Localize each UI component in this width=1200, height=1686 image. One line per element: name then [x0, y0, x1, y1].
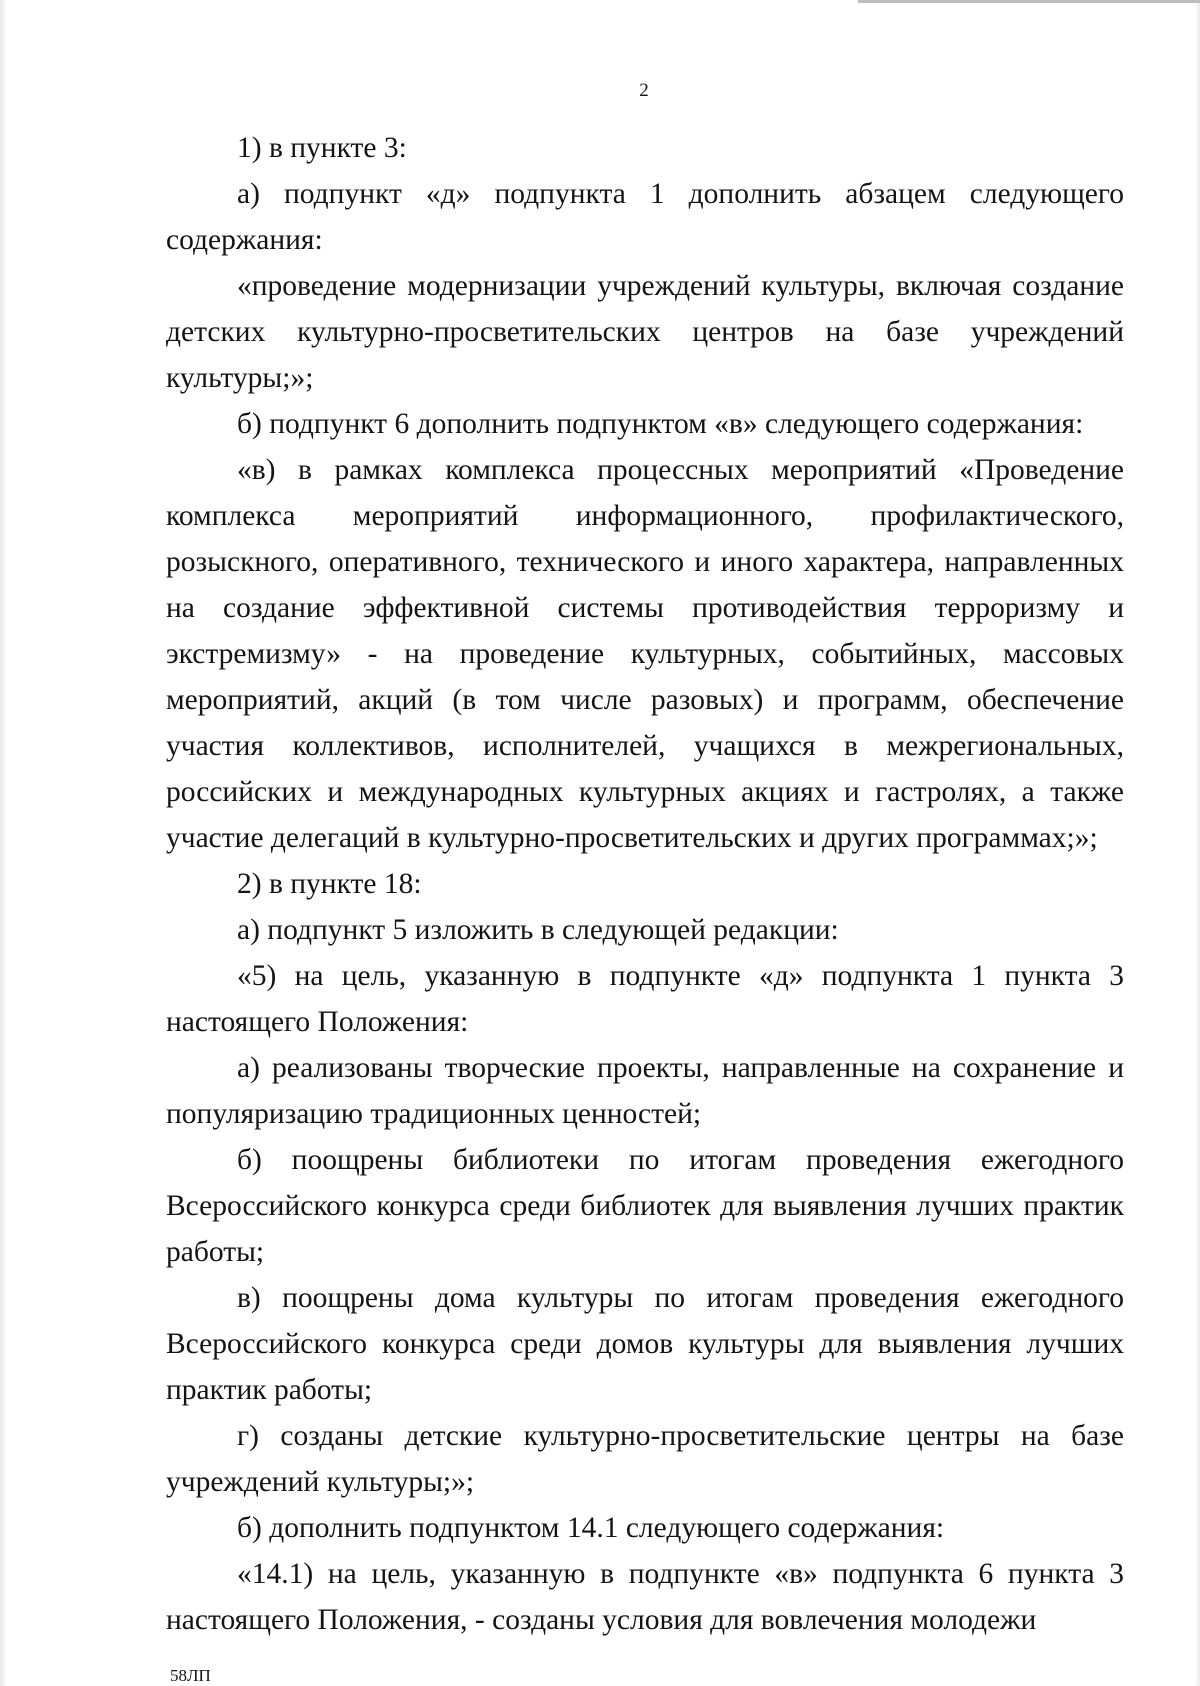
scan-right-edge	[1195, 0, 1200, 1686]
scan-left-edge	[0, 0, 7, 1686]
page-number: 2	[639, 80, 649, 101]
paragraph: «проведение модернизации учреждений культуры, включая создание детских культурно-просветительских центров на базе учреждений культуры;»;	[166, 270, 1124, 394]
scan-top-edge	[858, 0, 1200, 3]
paragraph: 2) в пункте 18:	[237, 868, 422, 900]
paragraph: г) созданы детские культурно-просветительские центры на базе учреждений культуры;»;	[166, 1420, 1124, 1498]
document-code: 58ЛП	[170, 1666, 211, 1685]
paragraph: а) подпункт 5 изложить в следующей редакции:	[237, 914, 839, 946]
paragraph: б) дополнить подпунктом 14.1 следующего содержания:	[237, 1512, 945, 1544]
paragraph: 1) в пункте 3:	[237, 132, 407, 164]
paragraph: «в) в рамках комплекса процессных мероприятий «Проведение комплекса мероприятий информационного, профилактического, розыскного, оперативного, технического и иного характера, направленных на создание эффективной системы противодействия терроризму и экстремизму» - на проведение культурных, событийных, массовых мероприятий, акций (в том числе разовых) и программ, обеспечение участия коллективов, исполнителей, учащихся в межрегиональных, российских и международных культурных акциях и гастролях, а также участие делегаций в культурно-просветительских и других программах;»;	[166, 454, 1124, 854]
paragraph: в) поощрены дома культуры по итогам проведения ежегодного Всероссийского конкурса среди домов культуры для выявления лучших практик работы;	[166, 1282, 1124, 1406]
document-body	[166, 125, 1124, 1643]
paragraph: б) подпункт 6 дополнить подпунктом «в» следующего содержания:	[237, 408, 1084, 440]
paragraph: а) реализованы творческие проекты, направленные на сохранение и популяризацию традиционных ценностей;	[166, 1052, 1124, 1130]
paragraph: б) поощрены библиотеки по итогам проведения ежегодного Всероссийского конкурса среди библиотек для выявления лучших практик работы;	[166, 1144, 1124, 1268]
paragraph: «5) на цель, указанную в подпункте «д» подпункта 1 пункта 3 настоящего Положения:	[166, 960, 1124, 1038]
paragraph: а) подпункт «д» подпункта 1 дополнить абзацем следующего содержания:	[166, 178, 1124, 256]
paragraph: «14.1) на цель, указанную в подпункте «в» подпункта 6 пункта 3 настоящего Положения, - созданы условия для вовлечения молодежи	[166, 1558, 1124, 1636]
